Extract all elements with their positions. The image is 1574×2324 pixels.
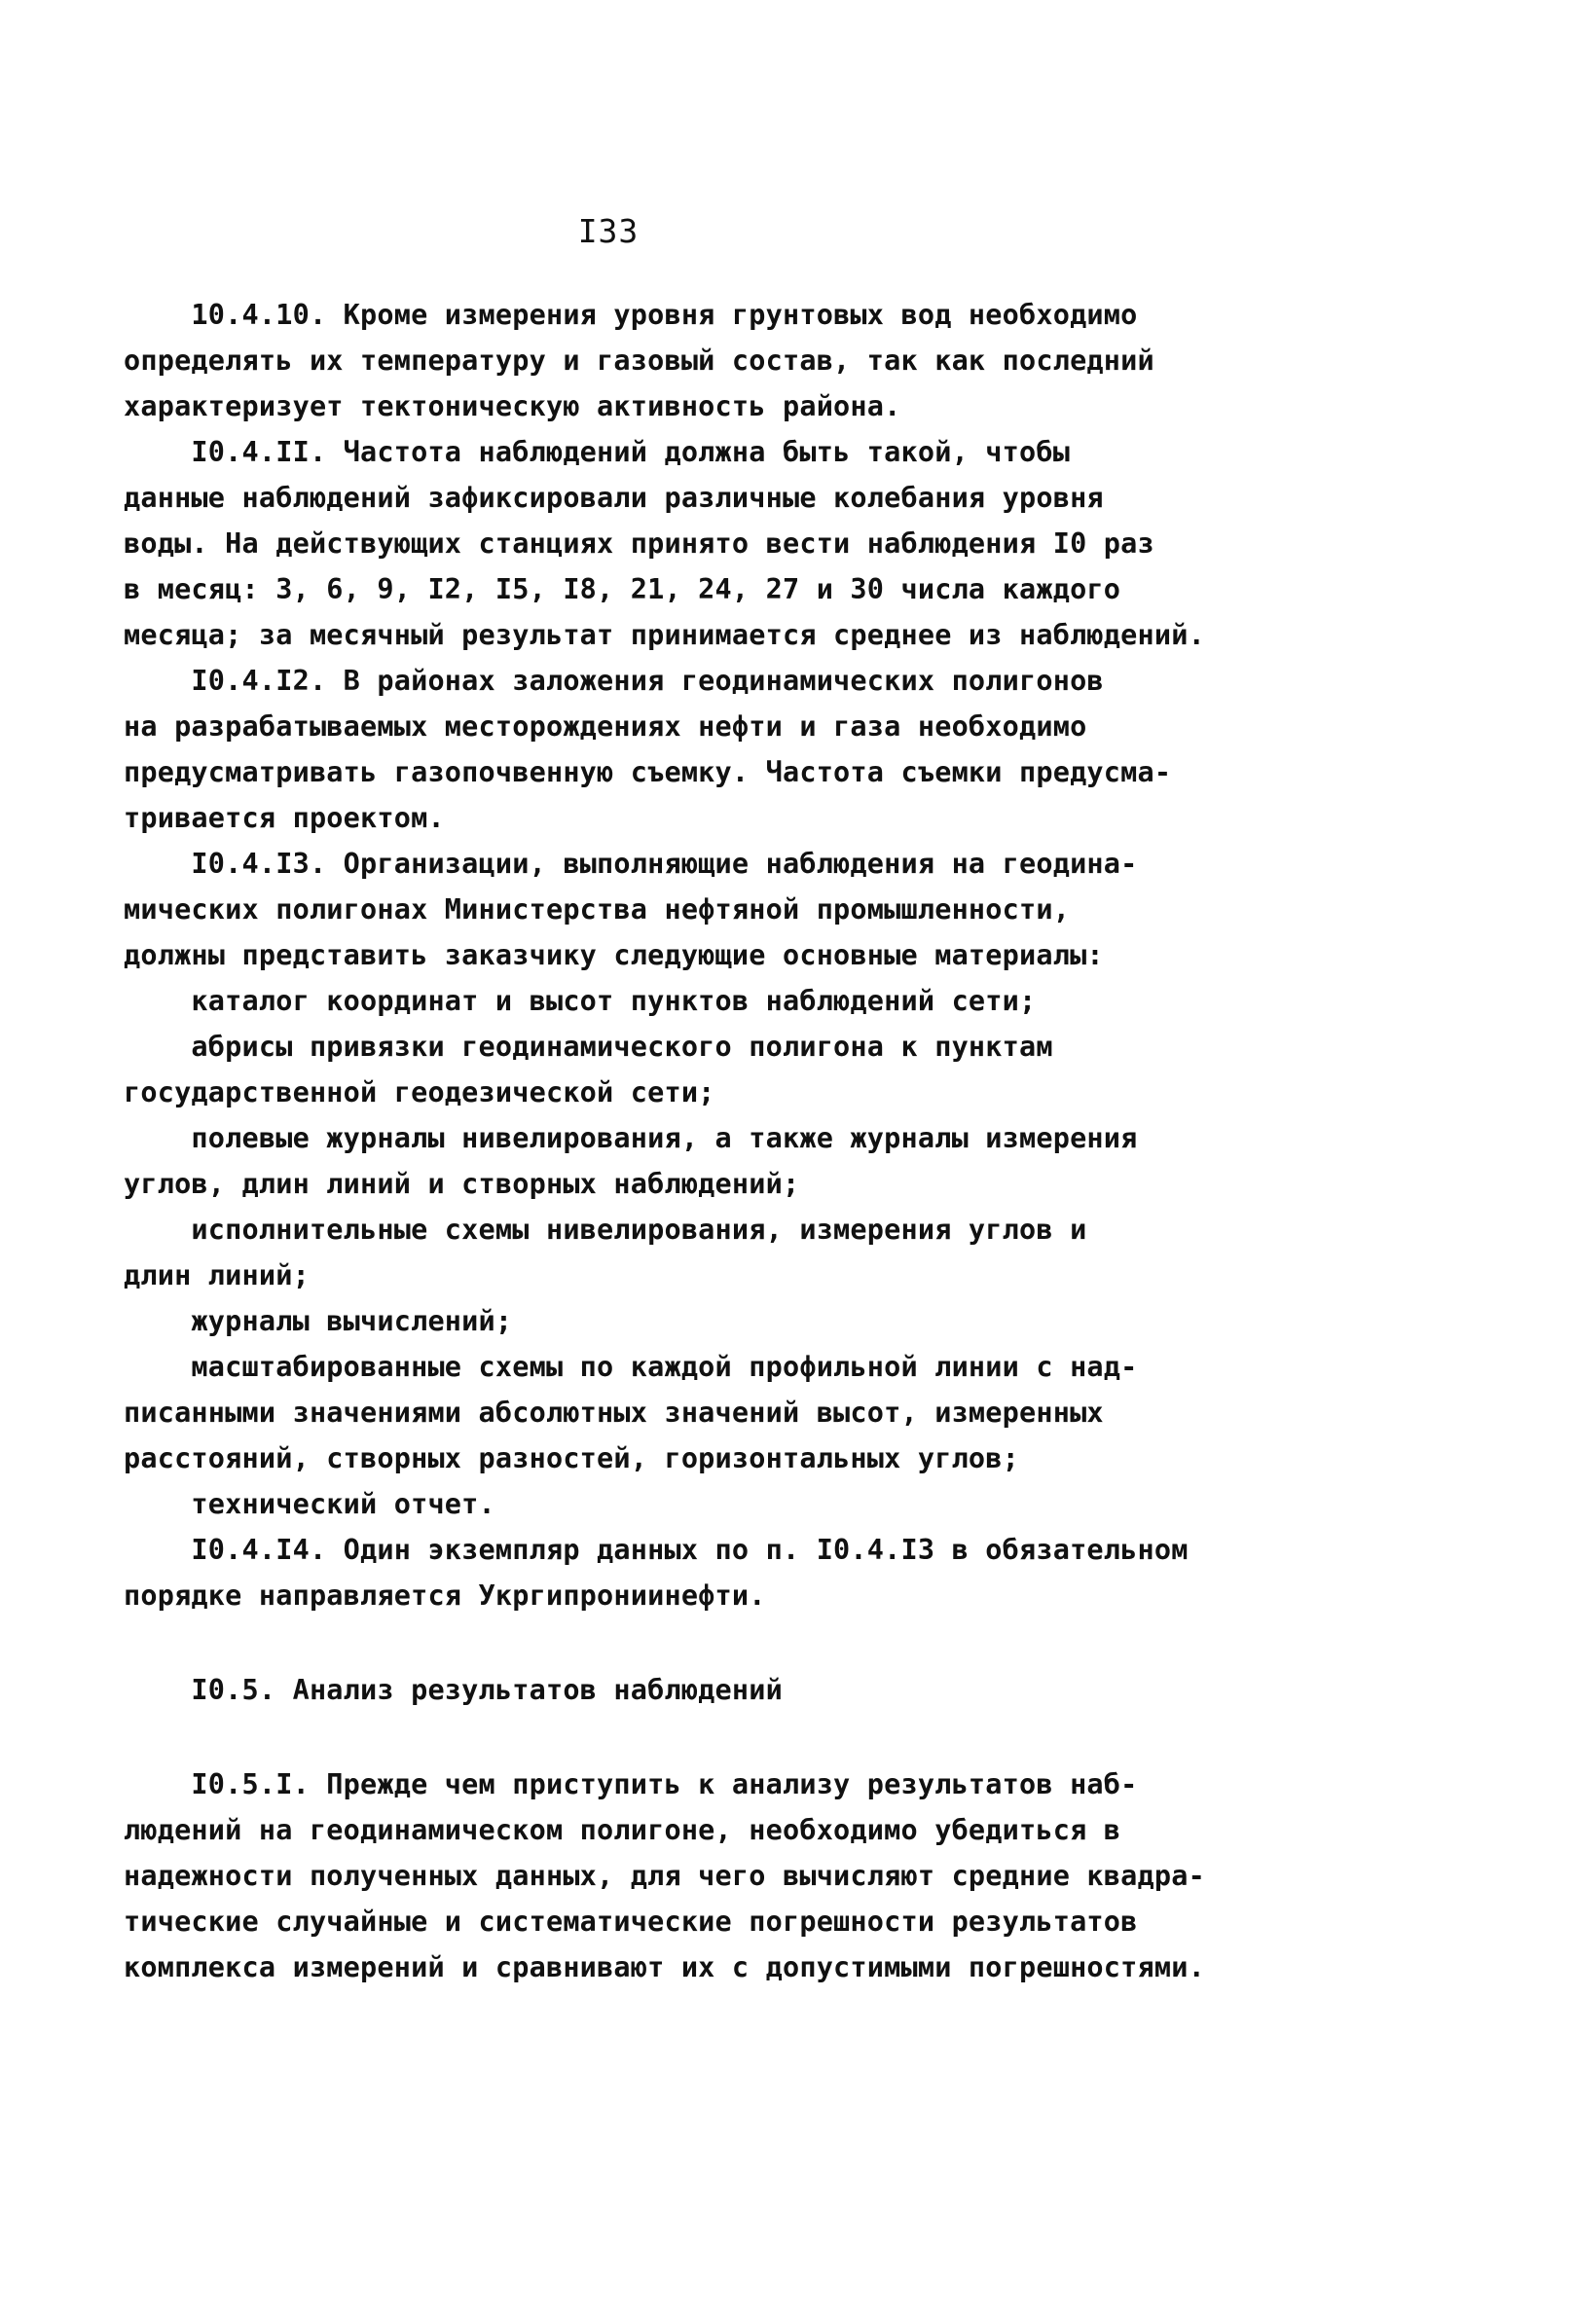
text-line: исполнительные схемы нивелирования, измерения углов и (124, 1214, 1087, 1246)
text-line: углов, длин линий и створных наблюдений; (124, 1168, 800, 1200)
text-line: масштабированные схемы по каждой профильной линии с над- (124, 1351, 1138, 1383)
text-line: должны представить заказчику следующие основные материалы: (124, 939, 1104, 971)
text-line: I0.4.I4. Один экземпляр данных по п. I0.4.I3 в обязательном (124, 1534, 1189, 1566)
text-line: на разрабатываемых месторождениях нефти и газа необходимо (124, 710, 1087, 743)
text-line: I0.4.II. Частота наблюдений должна быть такой, чтобы (124, 436, 1071, 468)
text-line: в месяц: 3, 6, 9, I2, I5, I8, 21, 24, 27 и 30 числа каждого (124, 573, 1121, 605)
text-line: государственной геодезической сети; (124, 1076, 715, 1108)
text-line: I0.5.I. Прежде чем приступить к анализу результатов наб- (124, 1768, 1138, 1800)
text-line: расстояний, створных разностей, горизонтальных углов; (124, 1442, 1019, 1474)
body-text (124, 292, 1340, 1990)
text-line: I0.4.I2. В районах заложения геодинамических полигонов (124, 665, 1104, 697)
text-line: людений на геодинамическом полигоне, необходимо убедиться в (124, 1814, 1121, 1846)
text-line: журналы вычислений; (124, 1305, 513, 1337)
text-line: длин линий; (124, 1259, 310, 1291)
section-heading: I0.5. Анализ результатов наблюдений (124, 1674, 783, 1706)
text-line: месяца; за месячный результат принимается среднее из наблюдений. (124, 619, 1205, 651)
text-line: абрисы привязки геодинамического полигона к пунктам (124, 1031, 1053, 1063)
spacer (124, 1713, 1340, 1761)
text-line: характеризует тектоническую активность района. (124, 390, 901, 422)
text-line: определять их температуру и газовый состав, так как последний (124, 345, 1154, 377)
text-line: каталог координат и высот пунктов наблюдений сети; (124, 985, 1037, 1017)
text-line: предусматривать газопочвенную съемку. Частота съемки предусма- (124, 756, 1172, 788)
text-line: писанными значениями абсолютных значений высот, измеренных (124, 1397, 1104, 1429)
text-line: данные наблюдений зафиксировали различные колебания уровня (124, 482, 1104, 514)
text-line: полевые журналы нивелирования, а также журналы измерения (124, 1122, 1138, 1154)
text-line: воды. На действующих станциях принято вести наблюдения I0 раз (124, 527, 1154, 560)
text-line: комплекса измерений и сравнивают их с допустимыми погрешностями. (124, 1951, 1205, 1983)
text-line: I0.4.I3. Организации, выполняющие наблюдения на геодина- (124, 848, 1138, 880)
text-line: мических полигонах Министерства нефтяной промышленности, (124, 893, 1071, 926)
text-line: 10.4.10. Кроме измерения уровня грунтовых вод необходимо (124, 299, 1138, 331)
text-line: тривается проектом. (124, 802, 445, 834)
text-line: надежности полученных данных, для чего вычисляют средние квадра- (124, 1860, 1205, 1892)
text-line: порядке направляется Укргипрониинефти. (124, 1580, 766, 1612)
spacer (124, 1618, 1340, 1667)
text-line: технический отчет. (124, 1488, 495, 1520)
page-number: I33 (577, 212, 640, 250)
text-line: тические случайные и систематические погрешности результатов (124, 1906, 1138, 1938)
